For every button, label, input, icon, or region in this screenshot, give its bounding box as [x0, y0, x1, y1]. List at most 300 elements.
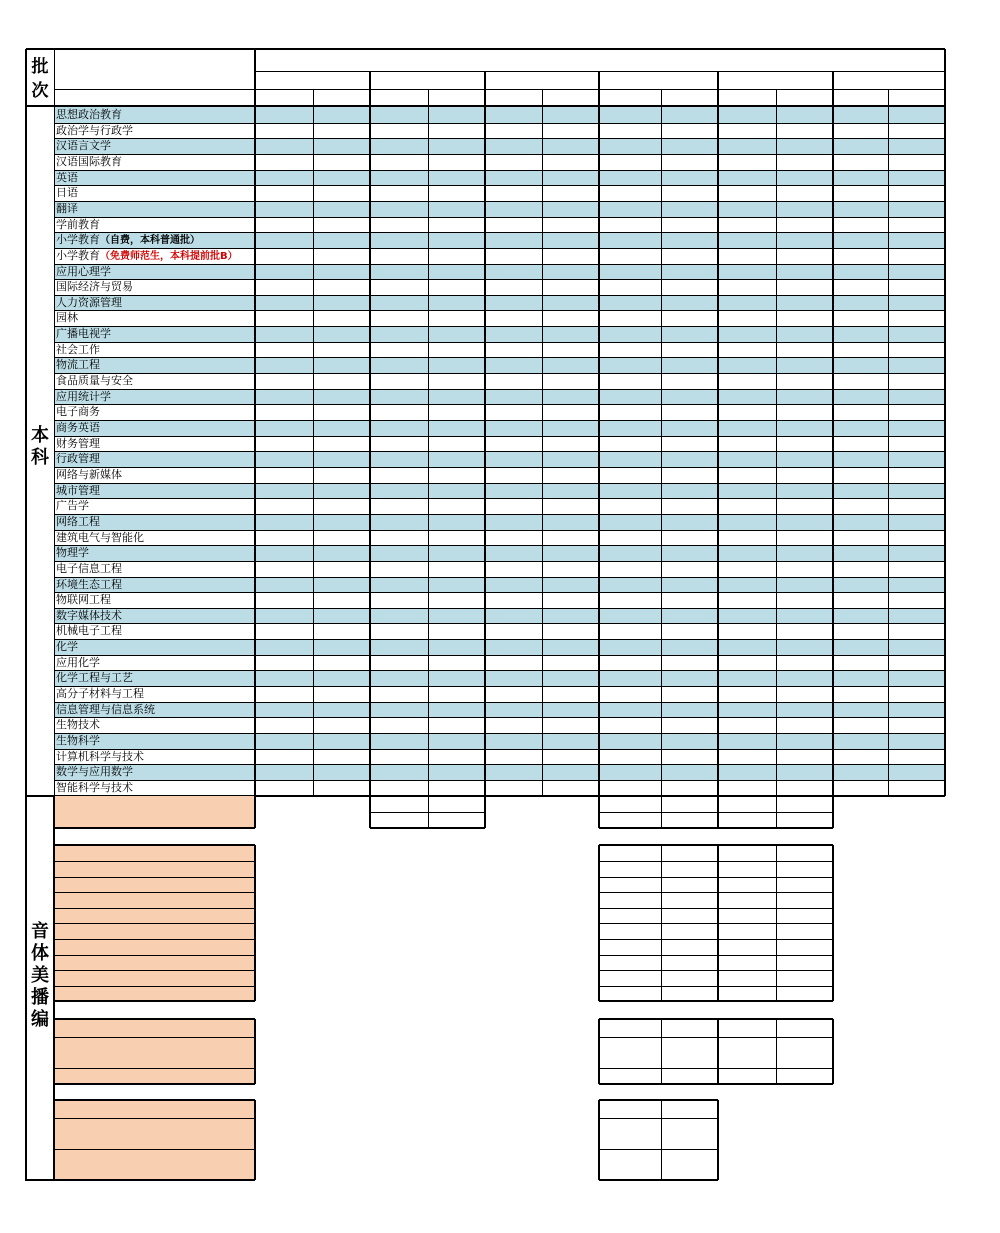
rank-cell [776, 733, 833, 749]
rank-cell [888, 342, 945, 357]
score-cell [599, 420, 661, 436]
rank-cell [776, 686, 833, 702]
col-header-score [485, 90, 542, 106]
score-cell [833, 138, 888, 154]
major-name-text: 高分子材料与工程 [56, 687, 144, 700]
score-cell [599, 1037, 661, 1068]
major-name [54, 592, 255, 608]
score-cell [833, 232, 888, 248]
rank-cell [428, 154, 485, 170]
sport-major-name [54, 812, 255, 828]
score-cell [370, 577, 428, 592]
rank-cell [661, 138, 718, 154]
score-cell [255, 420, 313, 436]
score-cell [599, 326, 661, 342]
rank-cell [313, 123, 370, 138]
rank-cell [661, 733, 718, 749]
rank-cell [776, 623, 833, 639]
rank-cell [313, 342, 370, 357]
score-cell [833, 373, 888, 389]
rank-cell [542, 420, 599, 436]
major-name-text: 网络与新媒体 [56, 468, 122, 481]
rank-cell [542, 717, 599, 733]
score-cell [255, 717, 313, 733]
grid-line [599, 955, 833, 956]
score-cell [833, 655, 888, 670]
score-cell [255, 310, 313, 326]
rank-cell [428, 420, 485, 436]
score-cell [718, 812, 776, 828]
grid-line [832, 796, 834, 828]
score-cell [255, 248, 313, 264]
score-cell [370, 670, 428, 686]
grid-line [54, 185, 945, 186]
score-cell [718, 780, 776, 796]
rank-cell [428, 232, 485, 248]
score-cell [485, 154, 542, 170]
score-cell [718, 686, 776, 702]
rank-cell [661, 389, 718, 404]
rank-cell [661, 514, 718, 530]
score-cell [255, 279, 313, 295]
rank-cell [428, 623, 485, 639]
major-note: （免费师范生，本科提前批B） [100, 251, 238, 262]
rank-cell [313, 451, 370, 467]
score-cell [370, 138, 428, 154]
score-cell [599, 670, 661, 686]
major-name [54, 608, 255, 623]
grid-line [776, 796, 777, 828]
batch-benke-label [26, 107, 54, 796]
score-cell [599, 264, 661, 279]
rank-cell [776, 545, 833, 561]
major-name [54, 389, 255, 404]
score-cell [485, 623, 542, 639]
rank-cell [776, 154, 833, 170]
grid-line [661, 89, 662, 796]
grid-line [54, 670, 945, 671]
score-cell [833, 279, 888, 295]
rank-cell [888, 436, 945, 451]
rank-cell [661, 436, 718, 451]
score-cell [255, 404, 313, 420]
major-name [54, 170, 255, 185]
major-name [54, 561, 255, 577]
major-name [54, 749, 255, 764]
score-cell [485, 577, 542, 592]
rank-cell [888, 561, 945, 577]
grid-line [599, 1179, 718, 1181]
score-cell [255, 342, 313, 357]
score-cell [833, 107, 888, 123]
score-cell [485, 702, 542, 717]
score-cell [599, 295, 661, 310]
score-cell [599, 623, 661, 639]
rank-cell [661, 264, 718, 279]
col-header-score [370, 90, 428, 106]
score-cell [718, 201, 776, 217]
score-cell [485, 357, 542, 373]
rank-cell [661, 686, 718, 702]
score-cell [599, 780, 661, 796]
rank-cell [542, 530, 599, 545]
rank-cell [661, 373, 718, 389]
art-major-name [54, 1118, 255, 1149]
grid-line [598, 796, 600, 828]
grid-line [54, 530, 945, 531]
rank-cell [888, 420, 945, 436]
score-cell [255, 483, 313, 498]
score-cell [485, 780, 542, 796]
rank-cell [542, 545, 599, 561]
score-cell [255, 592, 313, 608]
score-cell [255, 655, 313, 670]
score-cell [485, 248, 542, 264]
grid-line [484, 796, 486, 828]
major-name [54, 107, 255, 123]
art-major-name [54, 939, 255, 955]
rank-cell [888, 733, 945, 749]
rank-cell [313, 545, 370, 561]
major-name-text: 信息管理与信息系统 [56, 703, 155, 716]
rank-cell [428, 170, 485, 185]
col-header-rank [661, 90, 718, 106]
score-cell [599, 123, 661, 138]
score-cell [599, 970, 661, 986]
score-cell [599, 248, 661, 264]
grid-line [717, 1100, 719, 1180]
grid-line [54, 908, 255, 909]
rank-cell [776, 655, 833, 670]
score-cell [485, 123, 542, 138]
score-cell [718, 530, 776, 545]
score-cell [833, 357, 888, 373]
art-score-header [718, 845, 776, 861]
grid-line [599, 877, 833, 878]
grid-line [599, 1118, 718, 1119]
rank-cell [428, 483, 485, 498]
score-cell [833, 420, 888, 436]
score-cell [485, 764, 542, 780]
score-cell [718, 436, 776, 451]
score-cell [599, 733, 661, 749]
rank-cell [542, 639, 599, 655]
score-cell [599, 404, 661, 420]
major-name-text: 电子商务 [56, 405, 100, 418]
rank-cell [542, 733, 599, 749]
score-cell [599, 892, 661, 908]
score-cell [718, 310, 776, 326]
score-cell [599, 451, 661, 467]
rank-cell [542, 138, 599, 154]
major-name-text: 电子信息工程 [56, 562, 122, 575]
major-name-text: 广告学 [56, 499, 89, 512]
score-cell [718, 279, 776, 295]
score-cell [370, 498, 428, 514]
rank-cell [428, 655, 485, 670]
rank-cell [661, 326, 718, 342]
art-rank-header [776, 845, 833, 861]
major-name-text: 环境生态工程 [56, 578, 122, 591]
grid-line [54, 217, 945, 218]
rank-cell [888, 623, 945, 639]
rank-cell [776, 514, 833, 530]
score-cell [833, 686, 888, 702]
grid-line [54, 545, 945, 546]
rank-cell [428, 780, 485, 796]
grid-line [542, 89, 543, 796]
grid-line [598, 845, 600, 1001]
rank-cell [313, 420, 370, 436]
score-cell [599, 107, 661, 123]
rank-cell [661, 592, 718, 608]
col-header-score [599, 90, 661, 106]
rank-cell [661, 498, 718, 514]
major-name-text: 物联网工程 [56, 593, 111, 606]
score-cell [370, 342, 428, 357]
grid-line [832, 845, 834, 1001]
grid-line [54, 892, 255, 893]
rank-cell [888, 655, 945, 670]
score-cell [255, 201, 313, 217]
major-name [54, 185, 255, 201]
rank-cell [661, 545, 718, 561]
major-name [54, 577, 255, 592]
rank-cell [313, 514, 370, 530]
rank-cell [542, 248, 599, 264]
score-cell [370, 279, 428, 295]
art-major-name [54, 1149, 255, 1180]
batch-char: 科 [31, 447, 49, 468]
score-cell [255, 217, 313, 232]
major-name [54, 514, 255, 530]
grid-line [54, 733, 945, 734]
art-header-blank [54, 845, 255, 861]
score-cell [599, 170, 661, 185]
score-cell [370, 717, 428, 733]
score-cell [255, 436, 313, 451]
score-cell [255, 561, 313, 577]
rank-cell [428, 702, 485, 717]
rank-cell [313, 248, 370, 264]
grid-line [598, 71, 600, 796]
score-cell [833, 623, 888, 639]
rank-cell [313, 467, 370, 483]
score-cell [485, 733, 542, 749]
art-major-name [54, 877, 255, 892]
rank-cell [661, 530, 718, 545]
score-cell [485, 170, 542, 185]
score-cell [718, 733, 776, 749]
rank-cell [428, 764, 485, 780]
score-cell [718, 326, 776, 342]
grid-line [54, 138, 945, 139]
score-cell [370, 514, 428, 530]
score-cell [599, 357, 661, 373]
rank-cell [776, 483, 833, 498]
rank-cell [313, 702, 370, 717]
major-name-text: 小学教育 [56, 249, 100, 262]
score-cell [718, 483, 776, 498]
score-cell [370, 404, 428, 420]
major-name [54, 530, 255, 545]
rank-cell [542, 451, 599, 467]
score-cell [718, 420, 776, 436]
batch-art-label [26, 796, 54, 1181]
rank-cell [776, 170, 833, 185]
art-rank-header [661, 845, 718, 861]
rank-cell [888, 483, 945, 498]
grid-line [54, 326, 945, 327]
rank-cell [776, 138, 833, 154]
rank-cell [313, 185, 370, 201]
score-cell [718, 939, 776, 955]
score-cell [833, 780, 888, 796]
score-cell [255, 357, 313, 373]
rank-cell [313, 608, 370, 623]
score-cell [255, 733, 313, 749]
rank-cell [542, 295, 599, 310]
rank-cell [313, 170, 370, 185]
rank-cell [661, 608, 718, 623]
grid-line [661, 1100, 662, 1180]
score-cell [370, 812, 428, 828]
grid-line [599, 970, 833, 971]
grid-line [599, 986, 833, 987]
rank-cell [542, 201, 599, 217]
grid-line [54, 451, 945, 452]
score-cell [833, 545, 888, 561]
rank-cell [888, 608, 945, 623]
major-name [54, 545, 255, 561]
grid-line [717, 845, 719, 1001]
score-cell [370, 686, 428, 702]
score-cell [599, 655, 661, 670]
rank-cell [428, 185, 485, 201]
score-cell [718, 154, 776, 170]
rank-cell [661, 154, 718, 170]
score-cell [485, 326, 542, 342]
score-cell [599, 232, 661, 248]
score-cell [485, 545, 542, 561]
rank-cell [542, 514, 599, 530]
grid-line [54, 970, 255, 971]
rank-cell [313, 357, 370, 373]
score-cell [485, 530, 542, 545]
rank-cell [428, 545, 485, 561]
grid-line [26, 48, 945, 50]
major-name-text: 化学工程与工艺 [56, 671, 133, 684]
score-cell [485, 686, 542, 702]
score-cell [833, 749, 888, 764]
major-name-text: 小学教育 [56, 233, 100, 246]
score-cell [599, 955, 661, 970]
rank-cell [542, 232, 599, 248]
major-name-text: 机械电子工程 [56, 624, 122, 637]
score-cell [255, 295, 313, 310]
score-cell [485, 295, 542, 310]
score-cell [718, 514, 776, 530]
grid-line [832, 1019, 834, 1084]
grid-line [599, 1099, 718, 1101]
score-cell [485, 436, 542, 451]
rank-cell [661, 123, 718, 138]
score-cell [599, 1149, 661, 1180]
grid-line [661, 1019, 662, 1084]
score-cell [485, 264, 542, 279]
rank-cell [313, 498, 370, 514]
grid-line [54, 686, 945, 687]
rank-cell [313, 295, 370, 310]
major-name [54, 232, 255, 248]
rank-cell [888, 577, 945, 592]
rank-cell [888, 170, 945, 185]
art-header-blank [54, 1019, 255, 1037]
major-name-text: 政治学与行政学 [56, 124, 133, 137]
grid-line [776, 89, 777, 796]
rank-cell [888, 592, 945, 608]
rank-cell [313, 232, 370, 248]
rank-cell [776, 592, 833, 608]
score-cell [833, 342, 888, 357]
score-cell [255, 154, 313, 170]
score-cell [833, 561, 888, 577]
score-cell [485, 217, 542, 232]
grid-line [599, 1083, 833, 1085]
art-rank-header [776, 1019, 833, 1037]
rank-cell [542, 154, 599, 170]
score-cell [485, 717, 542, 733]
grid-line [54, 467, 945, 468]
score-cell [599, 939, 661, 955]
score-cell [485, 749, 542, 764]
score-cell [255, 702, 313, 717]
rank-cell [313, 264, 370, 279]
rank-cell [661, 201, 718, 217]
rank-cell [542, 686, 599, 702]
score-cell [718, 389, 776, 404]
score-cell [599, 1068, 661, 1084]
rank-cell [428, 279, 485, 295]
grid-line [54, 1099, 255, 1101]
grid-line [54, 498, 945, 499]
rank-cell [661, 577, 718, 592]
score-cell [599, 545, 661, 561]
grid-line [54, 89, 945, 90]
rank-cell [428, 717, 485, 733]
grid-line [599, 1000, 833, 1002]
rank-cell [542, 749, 599, 764]
rank-cell [776, 295, 833, 310]
rank-cell [313, 639, 370, 655]
score-cell [599, 467, 661, 483]
major-name-text: 广播电视学 [56, 327, 111, 340]
rank-cell [542, 780, 599, 796]
major-name-text: 应用心理学 [56, 265, 111, 278]
grid-line [54, 123, 945, 124]
rank-cell [313, 592, 370, 608]
rank-cell [661, 561, 718, 577]
score-cell [255, 232, 313, 248]
rank-cell [888, 780, 945, 796]
rank-cell [428, 686, 485, 702]
score-cell [718, 295, 776, 310]
grid-line [832, 71, 834, 796]
grid-line [599, 908, 833, 909]
score-cell [599, 154, 661, 170]
rank-cell [428, 123, 485, 138]
batch-char: 美 [31, 965, 49, 986]
